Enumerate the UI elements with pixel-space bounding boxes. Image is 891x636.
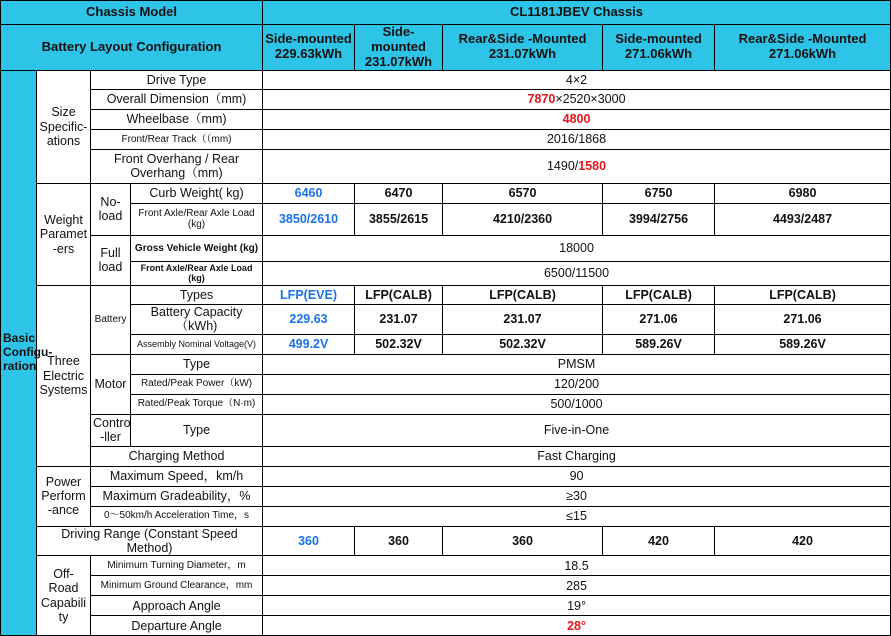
battery-layout-label: Battery Layout Configuration [1, 25, 263, 71]
range-5: 420 [715, 526, 891, 556]
row-curb-weight [1, 183, 891, 203]
row-approach-angle [1, 596, 891, 616]
noload-axle-2: 3855/2615 [355, 203, 443, 235]
config-5: Rear&Side -Mounted 271.06kWh [715, 25, 891, 71]
curb-weight-4: 6750 [603, 183, 715, 203]
battery-type-1: LFP(EVE) [263, 285, 355, 304]
row-charging [1, 446, 891, 466]
battery-type-2: LFP(CALB) [355, 285, 443, 304]
label-battery-types: Types [131, 285, 263, 304]
range-3: 360 [443, 526, 603, 556]
subgroup-battery: Battery [91, 285, 131, 354]
label-acceleration: 0～50km/h Acceleration Time，s [91, 506, 263, 526]
label-overall-dimension: Overall Dimension（mm) [91, 89, 263, 109]
row-overall-dimension [1, 89, 891, 109]
range-2: 360 [355, 526, 443, 556]
config-1: Side-mounted 229.63kWh [263, 25, 355, 71]
subgroup-motor: Motor [91, 354, 131, 414]
chassis-model-label: Chassis Model [1, 1, 263, 25]
value-charging: Fast Charging [263, 446, 891, 466]
battery-type-3: LFP(CALB) [443, 285, 603, 304]
row-motor-type [1, 354, 891, 374]
header-row-model [1, 1, 891, 25]
row-motor-power [1, 374, 891, 394]
row-battery-voltage [1, 334, 891, 354]
row-gradeability [1, 486, 891, 506]
row-drive-type [1, 70, 891, 89]
label-wheelbase: Wheelbase（mm) [91, 109, 263, 129]
label-motor-torque: Rated/Peak Torque（N·m) [131, 394, 263, 414]
value-overhang: 1490/1580 [263, 149, 891, 183]
curb-weight-5: 6980 [715, 183, 891, 203]
curb-weight-3: 6570 [443, 183, 603, 203]
row-fullload-axle [1, 261, 891, 285]
value-drive-type: 4×2 [263, 70, 891, 89]
row-battery-capacity [1, 304, 891, 334]
label-track: Front/Rear Track（（mm) [91, 129, 263, 149]
group-three-electric-systems: Three Electric Systems [37, 285, 91, 466]
battery-voltage-1: 499.2V [263, 334, 355, 354]
battery-type-5: LFP(CALB) [715, 285, 891, 304]
chassis-model-value: CL1181JBEV Chassis [263, 1, 891, 25]
label-overhang: Front Overhang / Rear Overhang（mm) [91, 149, 263, 183]
row-motor-torque [1, 394, 891, 414]
label-turning-diameter: Minimum Turning Diameter，m [91, 556, 263, 576]
value-gross-weight: 18000 [263, 235, 891, 261]
curb-weight-2: 6470 [355, 183, 443, 203]
label-curb-weight: Curb Weight( kg) [131, 183, 263, 203]
value-overall-dimension: 7870×2520×3000 [263, 89, 891, 109]
label-gross-weight: Gross Vehicle Weight (kg) [131, 235, 263, 261]
value-controller-type: Five-in-One [263, 414, 891, 446]
row-max-speed [1, 466, 891, 486]
row-turning-diameter [1, 556, 891, 576]
header-row-layout [1, 25, 891, 71]
row-wheelbase [1, 109, 891, 129]
value-gradeability: ≥30 [263, 486, 891, 506]
group-power-performance: Power Perform -ance [37, 466, 91, 526]
value-motor-torque: 500/1000 [263, 394, 891, 414]
row-battery-types [1, 285, 891, 304]
curb-weight-1: 6460 [263, 183, 355, 203]
label-battery-capacity: Battery Capacity（kWh) [131, 304, 263, 334]
label-approach-angle: Approach Angle [91, 596, 263, 616]
row-noload-axle [1, 203, 891, 235]
label-max-speed: Maximum Speed，km/h [91, 466, 263, 486]
section-basic-configuration: Basic Configu- ration [1, 70, 37, 636]
subgroup-no-load: No- load [91, 183, 131, 235]
value-motor-power: 120/200 [263, 374, 891, 394]
value-motor-type: PMSM [263, 354, 891, 374]
range-1: 360 [263, 526, 355, 556]
battery-voltage-3: 502.32V [443, 334, 603, 354]
noload-axle-1: 3850/2610 [263, 203, 355, 235]
label-drive-type: Drive Type [91, 70, 263, 89]
group-weight-parameters: Weight Paramet -ers [37, 183, 91, 285]
subgroup-controller: Contro -ller [91, 414, 131, 446]
label-noload-axle: Front Axle/Rear Axle Load (kg) [131, 203, 263, 235]
subgroup-full-load: Full load [91, 235, 131, 285]
group-off-road-capability: Off- Road Capabili ty [37, 556, 91, 636]
config-3: Rear&Side -Mounted 231.07kWh [443, 25, 603, 71]
battery-capacity-1: 229.63 [263, 304, 355, 334]
noload-axle-4: 3994/2756 [603, 203, 715, 235]
label-charging: Charging Method [91, 446, 263, 466]
label-departure-angle: Departure Angle [91, 616, 263, 636]
label-ground-clearance: Minimum Ground Clearance，mm [91, 576, 263, 596]
noload-axle-5: 4493/2487 [715, 203, 891, 235]
config-2: Side-mounted 231.07kWh [355, 25, 443, 71]
row-controller [1, 414, 891, 446]
row-acceleration [1, 506, 891, 526]
label-gradeability: Maximum Gradeability，% [91, 486, 263, 506]
value-acceleration: ≤15 [263, 506, 891, 526]
row-ground-clearance [1, 576, 891, 596]
group-size-specifications: Size Specific- ations [37, 70, 91, 183]
value-fullload-axle: 6500/11500 [263, 261, 891, 285]
row-departure-angle [1, 616, 891, 636]
row-track [1, 129, 891, 149]
value-approach-angle: 19° [263, 596, 891, 616]
battery-capacity-5: 271.06 [715, 304, 891, 334]
battery-voltage-2: 502.32V [355, 334, 443, 354]
value-track: 2016/1868 [263, 129, 891, 149]
battery-capacity-2: 231.07 [355, 304, 443, 334]
noload-axle-3: 4210/2360 [443, 203, 603, 235]
label-motor-type: Type [131, 354, 263, 374]
row-driving-range [1, 526, 891, 556]
label-motor-power: Rated/Peak Power（kW) [131, 374, 263, 394]
value-turning-diameter: 18.5 [263, 556, 891, 576]
battery-capacity-3: 231.07 [443, 304, 603, 334]
row-overhang [1, 149, 891, 183]
value-wheelbase: 4800 [263, 109, 891, 129]
label-driving-range: Driving Range (Constant Speed Method) [37, 526, 263, 556]
config-4: Side-mounted 271.06kWh [603, 25, 715, 71]
label-battery-voltage: Assembly Nominal Voltage(V) [131, 334, 263, 354]
value-max-speed: 90 [263, 466, 891, 486]
battery-voltage-4: 589.26V [603, 334, 715, 354]
battery-voltage-5: 589.26V [715, 334, 891, 354]
battery-type-4: LFP(CALB) [603, 285, 715, 304]
range-4: 420 [603, 526, 715, 556]
battery-capacity-4: 271.06 [603, 304, 715, 334]
row-gross-weight [1, 235, 891, 261]
label-controller-type: Type [131, 414, 263, 446]
label-fullload-axle: Front Axle/Rear Axle Load (kg) [131, 261, 263, 285]
value-ground-clearance: 285 [263, 576, 891, 596]
value-departure-angle: 28° [263, 616, 891, 636]
